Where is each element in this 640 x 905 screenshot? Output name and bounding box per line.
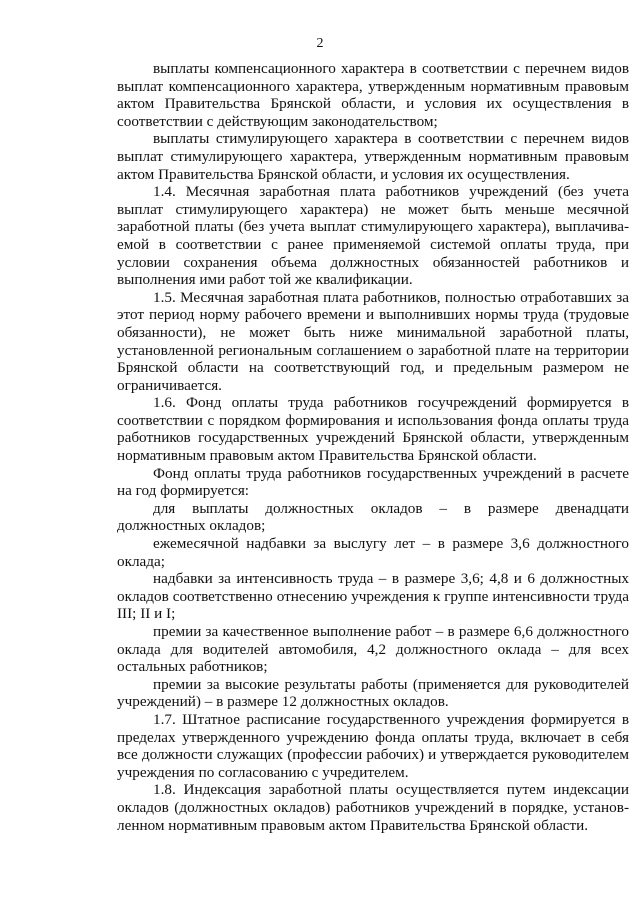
document-body: [117, 60, 629, 834]
list-item-intensity-bonus: надбавки за интенсивность труда – в размере 3,6; 4,8 и 6 должностных окладов соответственно отнесению учреждения к группе интенсивности труда III; II и I;: [117, 570, 629, 623]
paragraph-1-8: 1.8. Индексация заработной платы осуществляется путем индексации окладов (должностных окладов) работников учреждений в порядке, установленном нормативным правовым актом Правительства Брянской области.: [117, 781, 629, 834]
list-item-high-results-bonus: премии за высокие результаты работы (применяется для руководителей учреждений) – в размере 12 должностных окладов.: [117, 675, 629, 711]
paragraph-1-6: 1.6. Фонд оплаты труда работников госучреждений формируется в соответствии с порядком формирования и использования фонда оплаты труда работников государственных учреждений Брянской области, утвержденным нормативным правовым актом Правительства Брянской области.: [117, 394, 629, 465]
list-item-quality-bonus: премии за качественное выполнение работ – в размере 6,6 должностного оклада для водителей автомобиля, 4,2 должностного оклада – для всех остальных работников;: [117, 623, 629, 676]
paragraph-compensation-payments: выплаты компенсационного характера в соответствии с перечнем видов выплат компенсационного характера, утвержденным нормативным правовым актом Правительства Брянской области, и условия их осуществления в соответствии с действующим законодательством;: [117, 60, 629, 130]
list-item-official-salaries: для выплаты должностных окладов – в размере двенадцати должностных окладов;: [117, 499, 629, 535]
paragraph-1-5: 1.5. Месячная заработная плата работников, полностью отработавших за этот период норму рабочего времени и выполнивших нормы труда (трудовые обязанности), не может быть ниже минимальной заработной платы, установленной региональным соглашением о заработной плате на территории Брянской области на соответствующий год, и предельным размером не ограничивается.: [117, 288, 629, 394]
paragraph-fund-formation: Фонд оплаты труда работников государственных учреждений в расчете на год формируется:: [117, 464, 629, 500]
list-item-seniority-bonus: ежемесячной надбавки за выслугу лет – в размере 3,6 должностного оклада;: [117, 535, 629, 570]
paragraph-1-7: 1.7. Штатное расписание государственного учреждения формируется в пределах утвержденного учреждению фонда оплаты труда, включает в себя все должности служащих (профессии рабочих) и утверждается руководителем учреждения по согласованию с учредителем.: [117, 710, 629, 781]
paragraph-1-4: 1.4. Месячная заработная плата работников учреждений (без учета выплат стимулирующего характера) не может быть меньше месячной заработной платы (без учета выплат стимулирующего характера), выплачиваемой в соответствии с ранее применяемой системой оплаты труда, при условии сохранения объема должностных обязанностей работников и выполнения ими работ той же квалификации.: [117, 183, 629, 289]
page-number: 2: [316, 36, 324, 51]
paragraph-incentive-payments: выплаты стимулирующего характера в соответствии с перечнем видов выплат стимулирующего характера, утвержденным нормативным правовым актом Правительства Брянской области, и условия их осуществления.: [117, 130, 629, 183]
